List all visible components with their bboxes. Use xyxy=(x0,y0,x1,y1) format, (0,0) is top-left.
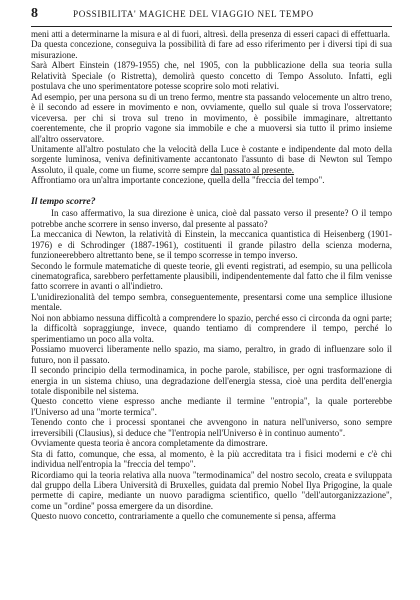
paragraph: Affrontiamo ora un'altra importante concezione, quella della "freccia del tempo". xyxy=(31,175,325,186)
paragraph: Da questa concezione, conseguiva la possibilità di fare ad esso riferimento per i diversi tipi di sua misurazione. xyxy=(31,39,392,60)
paragraph xyxy=(31,144,392,175)
paragraph: Ricordiamo qui la teoria relativa alla nuova "termodinamica" del nostro secolo, creata e sviluppata dal gruppo della Libera Università di Bruxelles, guidata dal premio Nobel Ilya Prigogine, la quale permette di capire, mediante un nuovo paradigma scientifico, quello "dell'autorganizzazione", come un "ordine" possa emergere da un disordine. xyxy=(31,469,392,511)
underlined-phrase: dal passato al presente. xyxy=(210,164,295,175)
paragraph: Il secondo principio della termodinamica, in poche parole, stabilisce, per ogni trasformazione di energia in un sistema chiuso, una degradazione dell'energia stessa, cioè una perdita dell'energia totale disponibile nel sistema. xyxy=(31,365,392,396)
running-title: POSSIBILITA' MAGICHE DEL VIAGGIO NEL TEMPO xyxy=(73,9,314,19)
paragraph: Possiamo muoverci liberamente nello spazio, ma siamo, peraltro, in grado di influenzare solo il futuro, non il passato. xyxy=(31,344,392,365)
section-heading: Il tempo scorre? xyxy=(31,195,96,207)
paragraph: Secondo le formule matematiche di queste teorie, gli eventi registrati, ad esempio, su una pellicola cinematografica, sarebbero perfettamente plausibili, indipendentemente dal fatto che il film venisse fatto scorrere in avanti o all'indietro. xyxy=(31,260,392,292)
paragraph: L'unidirezionalità del tempo sembra, conseguentemente, presentarsi come una semplice illusione mentale. xyxy=(31,291,392,313)
paragraph: Questo nuovo concetto, contrariamente a quello che comunemente si pensa, afferma xyxy=(31,511,336,522)
paragraph-text: Unitamente all'altro postulato che la velocità della Luce è costante e indipendente dal moto della sorgente luminosa, veniva definitivamente accantonato l'assunto di base di Newton sul Tempo Assoluto, il quale, come un fiume, scorre sempre xyxy=(31,143,392,175)
paragraph: meni atti a determinarne la misura e al di fuori, altresì. della presenza di esseri capaci di effettuarla. xyxy=(31,29,391,39)
paragraph: Tenendo conto che i processi spontanei che avvengono in natura nell'universo, sono sempre irreversibili (Clausius), si deduce che "l'entropia nell'Universo è in continuo aumento". xyxy=(31,417,392,438)
page-number: 8 xyxy=(31,6,38,21)
paragraph: Ovviamente questa teoria è ancora completamente da dimostrare. xyxy=(31,438,268,449)
paragraph: Sta di fatto, comunque, che essa, al momento, è la più accreditata tra i fisici moderni e c'è chi individua nell'entropia la "freccia del tempo". xyxy=(31,448,392,470)
body-text xyxy=(31,29,392,522)
paragraph: La meccanica di Newton, la relatività di Einstein, la meccanica quantistica di Heisenberg (1901-1976) e di Schrodinger (1887-1961), costituenti il grande pilastro della scienza moderna, funzioneerebbero altrettanto bene, se il tempo scorresse in tempo inverso. xyxy=(31,229,392,261)
paragraph: Noi non abbiamo nessuna difficoltà a comprendere lo spazio, perché esso ci circonda da ogni parte; la difficoltà sopraggiunge, invece, quando tentiamo di comprendere il tempo, perché lo sperimentiamo un poco alla volta. xyxy=(31,312,392,344)
paragraph: Sarà Albert Einstein (1879-1955) che, nel 1905, con la pubblicazione della sua teoria sulla Relatività Speciale (o Ristretta), demolirà questo concetto di Tempo Assoluto. Infatti, egli postulava che uno sperimentatore potesse scoprire solo moti relativi. xyxy=(31,60,392,92)
paragraph: Ad esempio, per una persona su di un treno fermo, mentre sta passando velocemente un altro treno, è il secondo ad essere in movimento e non, ovviamente, quello sul quale si trova l'osservatore; viceversa. per chi si trova sul treno in movimento, è possibile immaginare, altrettanto coerentemente, che il proprio vagone sia immobile e che a muoversi sia tutto il primo insieme all'altro osservatore. xyxy=(31,91,392,144)
paragraph: Questo concetto viene espresso anche mediante il termine "entropia", la quale porterebbe l'Universo ad una "morte termica". xyxy=(31,396,392,417)
paragraph: In caso affermativo, la sua direzione è unica, cioè dal passato verso il presente? O il tempo potrebbe anche scorrere in senso inverso, dal presente al passato? xyxy=(31,208,392,229)
page-header xyxy=(31,6,392,27)
